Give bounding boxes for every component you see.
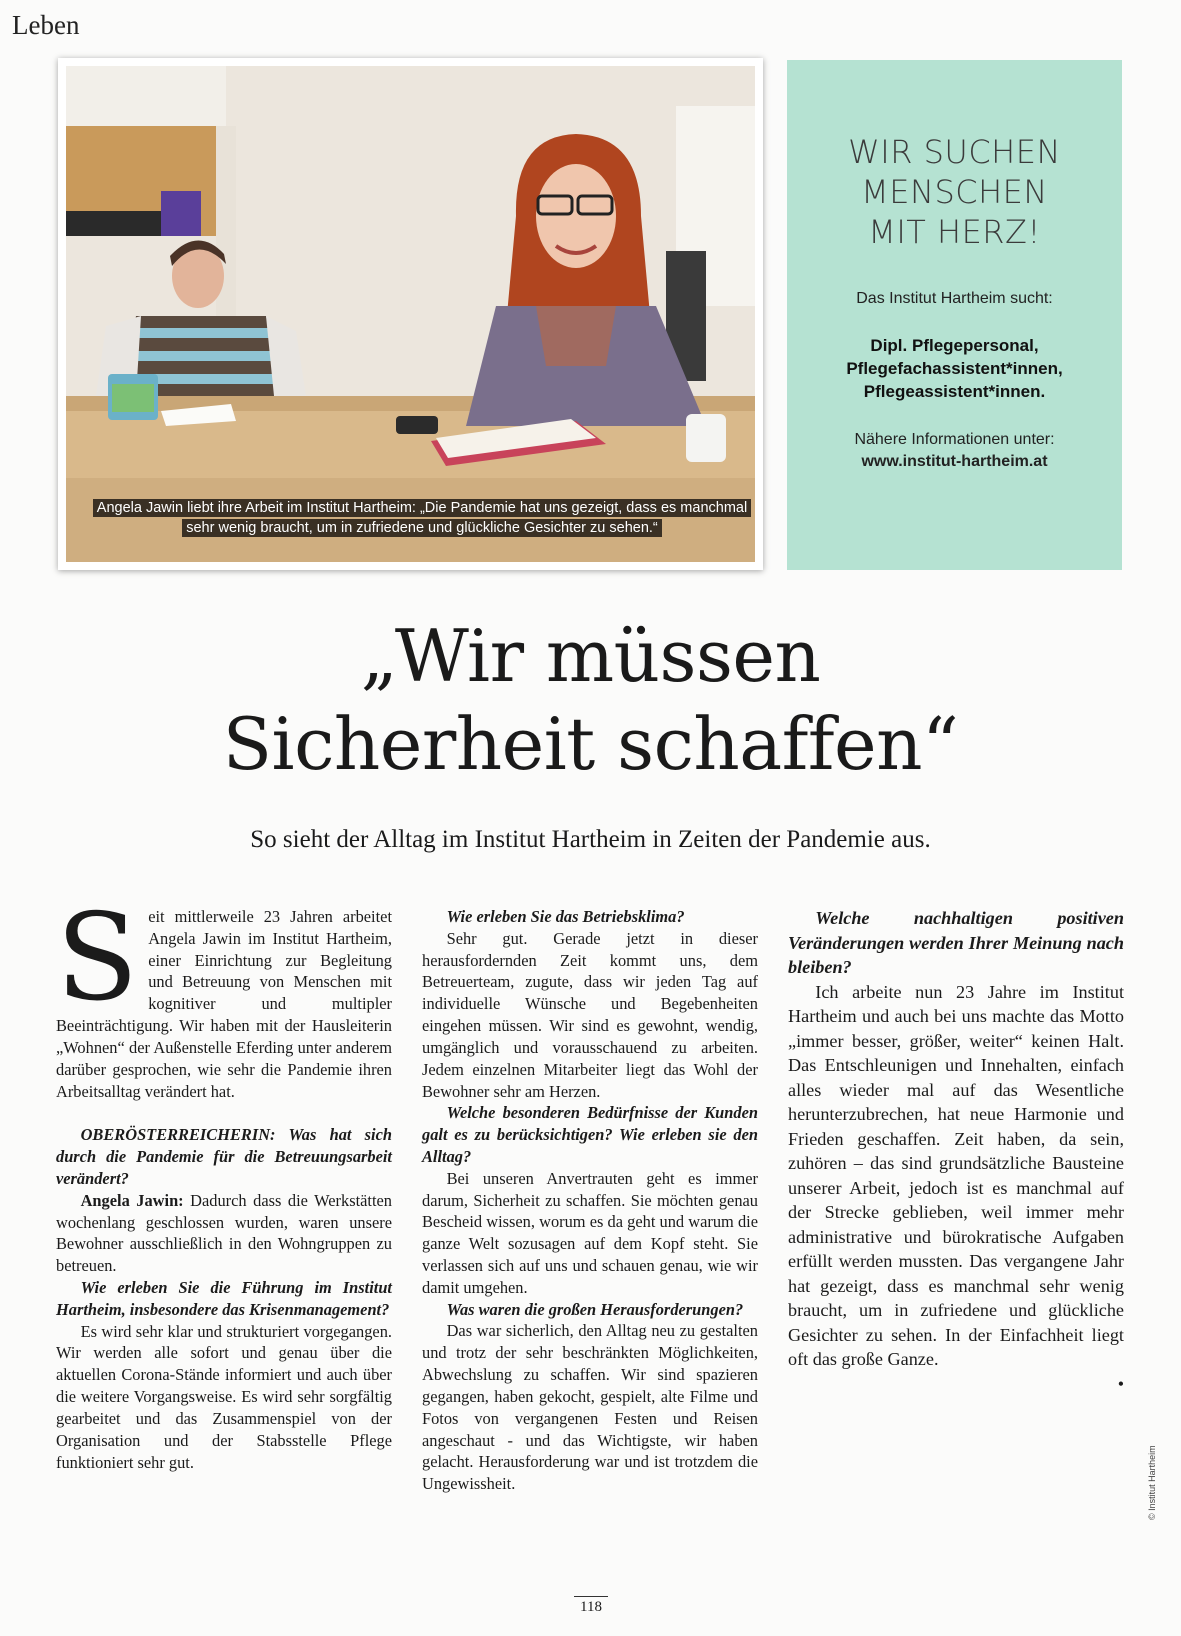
- photo-frame: [58, 58, 763, 570]
- ad-url[interactable]: www.institut-hartheim.at: [861, 453, 1048, 470]
- article-photo: [66, 66, 755, 562]
- photo-illustration: [66, 66, 755, 562]
- answer-5: Das war sicherlich, den Alltag neu zu gestalten und trotz der sehr beschränkten Möglichkeiten, Abwechslung zu schaffen. Wir sind spazieren gegangen, haben gekocht, gespielt, alte Filme und Fotos von vergangenen Festen und Reisen angeschaut - und das Wichtigste, wir haben gelacht. Herausforderung war und ist trotzdem die Ungewissheit.: [422, 1321, 758, 1494]
- ad-info-block: [787, 429, 1122, 473]
- question-1: OBERÖSTERREICHERIN: Was hat sich durch die Pandemie für die Betreuungsarbeit verändert?: [56, 1125, 392, 1188]
- photo-credit: © Institut Hartheim: [1147, 1445, 1157, 1520]
- ad-headline: WIR SUCHEN MENSCHEN MIT HERZ!: [848, 133, 1061, 251]
- ad-job-list: Dipl. Pflegepersonal, Pflegefachassistent*innen, Pflegeassistent*innen.: [846, 336, 1063, 401]
- ad-more-info: Nähere Informationen unter:: [854, 431, 1055, 448]
- drop-cap: S: [56, 889, 139, 1028]
- ad-intro: Das Institut Hartheim sucht:: [856, 290, 1053, 307]
- question-5: Was waren die großen Herausforderungen?: [446, 1299, 744, 1319]
- article-subline: So sieht der Alltag im Institut Hartheim in Zeiten der Pandemie aus.: [250, 826, 931, 853]
- question-6: Welche nachhaltigen positiven Veränderungen werden Ihrer Meinung nach bleiben?: [788, 908, 1124, 977]
- job-ad-box: [787, 60, 1122, 570]
- question-4: Welche besonderen Bedürfnisse der Kunden galt es zu berücksichtigen? Wie erleben sie den Alltag?: [422, 1103, 758, 1166]
- lead-paragraph: [56, 889, 392, 1102]
- answer-1-text: Dadurch dass die Werkstätten wochenlang geschlossen wurden, waren unsere Bewohner ausschließlich in den Wohngruppen zu betreuen.: [56, 1190, 392, 1276]
- answer-speaker: Angela Jawin:: [80, 1190, 184, 1210]
- question-3: Wie erleben Sie das Betriebsklima?: [446, 907, 685, 926]
- answer-3: Sehr gut. Gerade jetzt in dieser herausfordernden Zeit kommt uns, dem Betreuerteam, zugute, dass wir jeden Tag auf individuelle Wünsche und Begebenheiten eingehen müssen. Wir sind es gewohnt, wendig, umgänglich und vorausschauend zu arbeiten. Jedem einzelnen Mitarbeiter liegt das Wohl der Bewohner sehr am Herzen.: [422, 928, 758, 1101]
- page-number: 118: [574, 1596, 608, 1616]
- article-headline: „Wir müssen Sicherheit schaffen“: [222, 614, 959, 786]
- lead-text: eit mittlerweile 23 Jahren arbeitet Angela Jawin im Institut Hartheim, einer Einrichtung zur Begleitung und Betreuung von Menschen mit kognitiver und multipler Beeinträchtigung. Wir haben mit der Hausleiterin „Wohnen“ der Außenstelle Eferding unter anderem darüber gesprochen, wie sehr die Pandemie ihren Arbeitsalltag verändert hat.: [56, 907, 392, 1101]
- article-column-3: [788, 906, 1124, 1396]
- article-column-2: [422, 906, 758, 1495]
- question-2: Wie erleben Sie die Führung im Institut Hartheim, insbesondere das Krisenmanagement?: [56, 1278, 392, 1319]
- photo-caption: Angela Jawin liebt ihre Arbeit im Institut Hartheim: „Die Pandemie hat uns gezeigt, dass es manchmal sehr wenig braucht, um in zufriedene und glückliche Gesichter zu sehen.“: [82, 498, 762, 538]
- answer-4: Bei unseren Anvertrauten geht es immer darum, Sicherheit zu schaffen. Sie möchten genau Bescheid wissen, worum es da geht und warum die ganze Welt sozusagen auf dem Kopf steht. Sie verlassen sich auf uns und schauen genau, wie wir damit umgehen.: [422, 1168, 758, 1297]
- article-column-1: [56, 889, 392, 1473]
- answer-6: Ich arbeite nun 23 Jahre im Institut Hartheim und auch bei uns machte das Motto „immer besser, größer, weiter“ keinen Halt. Das Entschleunigen und Innehalten, einfach alles wieder mal auf das Wesentliche herunterzubrechen, hat neue Harmonie und Frieden geschaffen. Zeit haben, da sein, zuhören – das sind grundsätzliche Bausteine unserer Arbeit, jedoch ist es manchmal auf der Strecke geblieben, weil immer mehr administrative und bürokratische Aufgaben erfüllt werden mussten. Das vergangene Jahr hat gezeigt, dass es manchmal sehr wenig braucht, um in zufriedene und glückliche Gesichter zu sehen. In der Einfachheit liegt oft das große Ganze.: [788, 981, 1124, 1369]
- answer-1: [56, 1190, 392, 1277]
- section-label: Leben: [12, 10, 80, 40]
- answer-2: Es wird sehr klar und strukturiert vorgegangen. Wir werden alle sofort und genau über die aktuellen Corona-Stände informiert und auch über die weitere Vorgangsweise. Es wird sehr sorgfältig gearbeitet und das Zusammenspiel von der Organisation und der Stabsstelle Pflege funktioniert sehr gut.: [56, 1321, 392, 1472]
- end-mark: •: [1117, 1373, 1124, 1394]
